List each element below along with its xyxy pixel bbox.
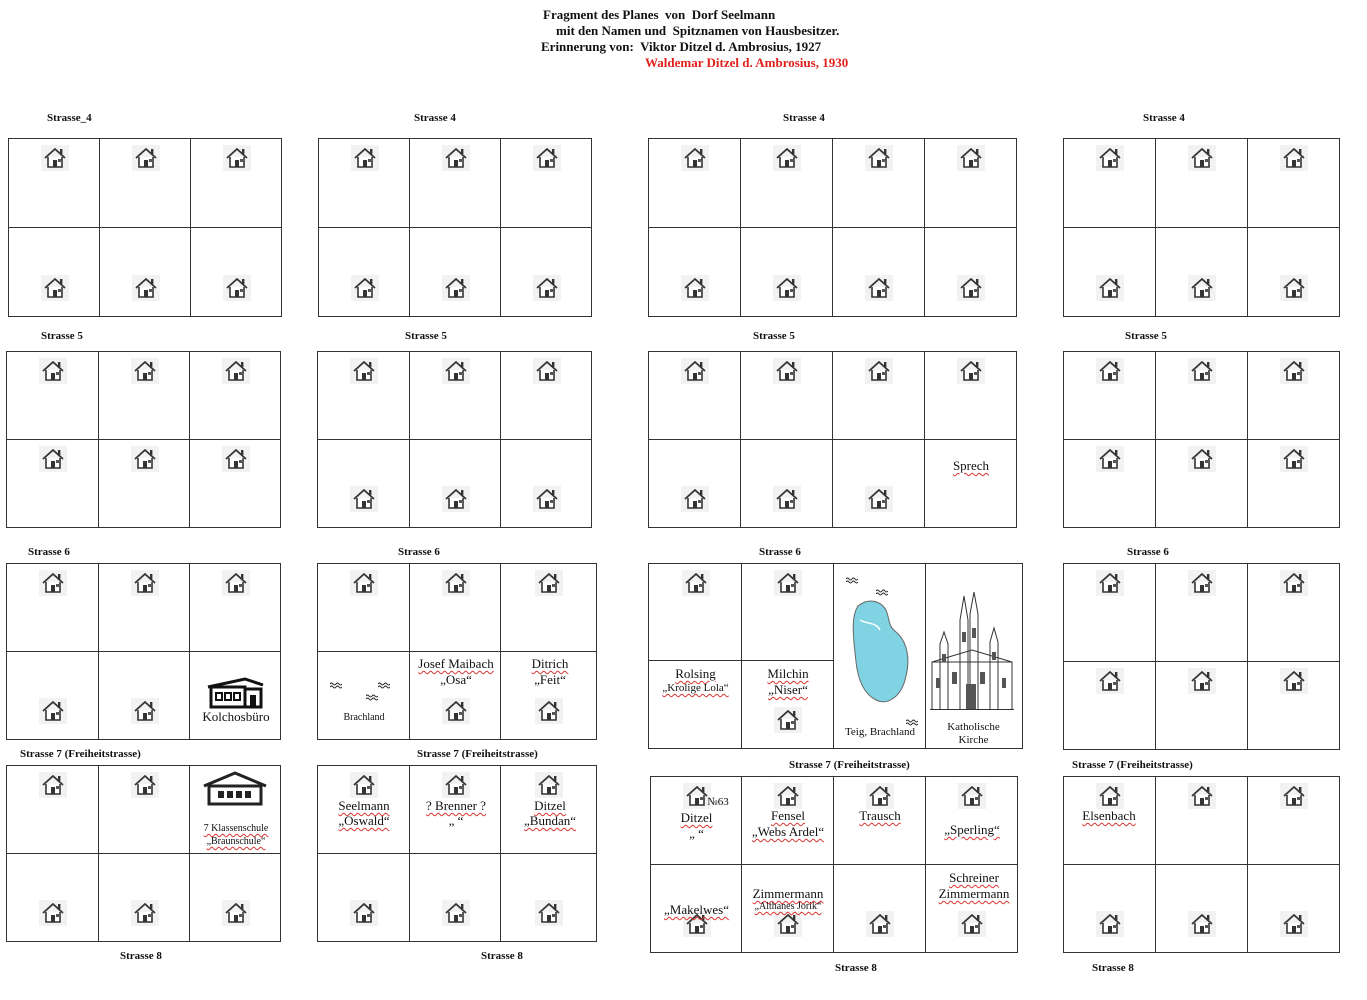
milchin-nickname: „Niser“ xyxy=(768,682,808,697)
house-lot xyxy=(409,853,501,942)
house-lot xyxy=(98,351,190,440)
house-lot xyxy=(318,227,410,317)
house-lot xyxy=(8,138,100,228)
house-icon xyxy=(681,145,709,171)
house-icon xyxy=(351,145,379,171)
wasteland-squiggle-icon xyxy=(876,583,888,590)
house-icon xyxy=(1280,358,1308,384)
house-icon xyxy=(865,486,893,512)
school-label-line-2: „Braunschule“ xyxy=(206,836,266,847)
house-lot xyxy=(924,351,1017,440)
house-icon xyxy=(131,698,159,724)
schreiner-line-1: Schreiner xyxy=(949,870,999,885)
house-icon xyxy=(1188,911,1216,937)
house-lot xyxy=(1155,563,1248,662)
house-icon xyxy=(442,772,470,798)
house-icon xyxy=(222,900,250,926)
church-icon xyxy=(930,592,1014,710)
house-icon xyxy=(681,275,709,301)
brenner-name: ? Brenner ? xyxy=(426,798,486,813)
map-title-line-1: Fragment des Planes von Dorf Seelmann xyxy=(543,7,776,22)
house-icon xyxy=(1188,358,1216,384)
ditrich-nickname: „Feit“ xyxy=(534,672,566,687)
house-icon xyxy=(442,275,470,301)
house-icon xyxy=(535,772,563,798)
house-lot xyxy=(317,853,410,942)
brachland-label: Brachland xyxy=(343,712,385,723)
sprech-label: Sprech xyxy=(952,458,990,473)
school-building-icon xyxy=(202,770,268,808)
street-label: Strasse 7 (Freiheitstrasse) xyxy=(417,748,538,760)
house-icon xyxy=(131,358,159,384)
house-icon xyxy=(773,358,801,384)
house-number-label: №63 xyxy=(707,796,729,808)
street-label: Strasse 4 xyxy=(783,112,825,124)
house-lot xyxy=(740,227,833,317)
house-icon xyxy=(681,486,709,512)
house-icon xyxy=(1096,668,1124,694)
house-icon xyxy=(223,145,251,171)
house-icon xyxy=(1280,783,1308,809)
house-icon xyxy=(41,275,69,301)
street-label: Strasse 8 xyxy=(1092,962,1134,974)
zimmermann-name: Zimmermann xyxy=(752,886,824,901)
street-label: Strasse 4 xyxy=(414,112,456,124)
house-lot xyxy=(648,138,741,228)
house-icon xyxy=(865,145,893,171)
house-lot xyxy=(409,138,501,228)
house-lot xyxy=(832,351,925,440)
wasteland-squiggle-icon xyxy=(846,571,858,578)
house-icon xyxy=(131,772,159,798)
house-icon xyxy=(1096,911,1124,937)
house-lot xyxy=(99,138,191,228)
street-label: Strasse 8 xyxy=(120,950,162,962)
house-icon xyxy=(350,486,378,512)
street-label: Strasse 7 (Freiheitstrasse) xyxy=(1072,759,1193,771)
house-lot xyxy=(741,563,834,661)
house-icon xyxy=(866,911,894,937)
house-lot xyxy=(500,563,597,652)
house-icon xyxy=(442,570,470,596)
street-label: Strasse 6 xyxy=(1127,546,1169,558)
street-label: Strasse 4 xyxy=(1143,112,1185,124)
house-icon xyxy=(131,446,159,472)
house-icon xyxy=(774,570,802,596)
house-icon xyxy=(350,570,378,596)
street-label: Strasse 6 xyxy=(28,546,70,558)
trausch-label: Trausch xyxy=(859,808,901,823)
house-icon xyxy=(865,275,893,301)
rolsing-name: Rolsing xyxy=(675,666,716,681)
house-lot xyxy=(317,439,410,528)
house-lot xyxy=(6,651,99,740)
house-icon xyxy=(41,145,69,171)
ditrich-name: Ditrich xyxy=(531,656,569,671)
house-lot xyxy=(500,439,592,528)
schreiner-line-2: Zimmermann xyxy=(938,886,1010,901)
house-lot xyxy=(98,439,190,528)
house-lot xyxy=(6,765,99,854)
church-label-line-2: Kirche xyxy=(958,734,989,746)
house-icon xyxy=(39,446,67,472)
house-lot xyxy=(1155,661,1248,750)
house-lot xyxy=(409,439,501,528)
house-lot xyxy=(925,776,1018,865)
house-lot xyxy=(740,439,833,528)
house-lot xyxy=(1063,661,1156,750)
house-icon xyxy=(1280,911,1308,937)
map-title-line-2: mit den Namen und Spitznamen von Hausbesitzer. xyxy=(556,23,840,38)
house-lot xyxy=(740,138,833,228)
brenner-nickname: „ “ xyxy=(448,813,464,828)
house-lot xyxy=(924,439,1017,528)
house-lot xyxy=(1155,864,1248,953)
house-icon xyxy=(865,358,893,384)
kolchos-label: Kolchosbüro xyxy=(202,709,270,724)
street-label: Strasse 6 xyxy=(398,546,440,558)
house-icon xyxy=(535,900,563,926)
house-lot xyxy=(1063,138,1156,228)
house-icon xyxy=(131,570,159,596)
ditzel-63-nickname: „ “ xyxy=(689,826,704,841)
house-icon xyxy=(442,698,470,724)
house-icon xyxy=(1188,570,1216,596)
house-icon xyxy=(350,900,378,926)
house-lot xyxy=(98,853,190,942)
house-icon xyxy=(1096,358,1124,384)
house-lot xyxy=(648,227,741,317)
house-lot xyxy=(1155,776,1248,865)
house-lot xyxy=(1247,439,1340,528)
house-lot xyxy=(189,853,281,942)
house-icon xyxy=(533,358,561,384)
house-lot xyxy=(500,227,592,317)
house-icon xyxy=(774,783,802,809)
house-icon xyxy=(774,911,802,937)
fensel-nickname: „Webs Ardel“ xyxy=(751,824,825,839)
house-icon xyxy=(222,446,250,472)
house-icon xyxy=(1188,783,1216,809)
street-label: Strasse 7 (Freiheitstrasse) xyxy=(789,759,910,771)
house-icon xyxy=(442,900,470,926)
street-label: Strasse 5 xyxy=(405,330,447,342)
house-icon xyxy=(132,145,160,171)
seelmann-name: Seelmann xyxy=(338,798,390,813)
wasteland-squiggle-icon xyxy=(366,688,378,695)
house-lot xyxy=(317,651,410,740)
house-lot xyxy=(409,227,501,317)
house-icon xyxy=(533,145,561,171)
house-icon xyxy=(866,783,894,809)
house-icon xyxy=(39,900,67,926)
house-icon xyxy=(681,358,709,384)
house-lot xyxy=(6,351,99,440)
house-icon xyxy=(223,275,251,301)
house-icon xyxy=(39,772,67,798)
house-lot xyxy=(1247,776,1340,865)
house-icon xyxy=(222,358,250,384)
house-icon xyxy=(533,486,561,512)
house-lot xyxy=(1247,138,1340,228)
ditzel-name: Ditzel xyxy=(534,798,566,813)
map-title-line-3: Erinnerung von: Viktor Ditzel d. Ambrosius, 1927 xyxy=(541,39,822,54)
seelmann-nickname: „Oswald“ xyxy=(338,813,390,828)
house-icon xyxy=(442,358,470,384)
ditzel-nickname: „Bundan“ xyxy=(524,813,576,828)
house-lot xyxy=(832,439,925,528)
house-lot xyxy=(409,351,501,440)
house-icon xyxy=(957,275,985,301)
house-icon xyxy=(39,570,67,596)
house-icon xyxy=(1096,783,1124,809)
ditzel-63-name: Ditzel xyxy=(680,810,713,825)
fensel-name: Fensel xyxy=(771,808,805,823)
house-lot xyxy=(740,351,833,440)
house-lot xyxy=(832,227,925,317)
house-icon xyxy=(1096,145,1124,171)
sperling-label: „Sperling“ xyxy=(944,822,1000,837)
house-lot xyxy=(317,563,410,652)
house-lot xyxy=(189,563,281,652)
house-lot xyxy=(98,765,190,854)
house-lot xyxy=(1247,227,1340,317)
milchin-name: Milchin xyxy=(767,666,809,681)
house-icon xyxy=(1096,275,1124,301)
house-icon xyxy=(1280,446,1308,472)
house-lot xyxy=(1155,439,1248,528)
house-icon xyxy=(350,358,378,384)
house-lot xyxy=(190,138,282,228)
house-lot xyxy=(832,138,925,228)
house-lot xyxy=(1063,227,1156,317)
house-lot xyxy=(409,563,501,652)
zimmermann-nickname: „Althanes Jorik“ xyxy=(754,901,822,912)
makelwes-label: „Makelwes“ xyxy=(664,902,729,917)
house-lot xyxy=(98,563,190,652)
house-icon xyxy=(1188,145,1216,171)
street-label: Strasse 5 xyxy=(753,330,795,342)
street-label: Strasse 8 xyxy=(481,950,523,962)
house-lot xyxy=(500,138,592,228)
house-icon xyxy=(1188,668,1216,694)
map-title-line-4: Waldemar Ditzel d. Ambrosius, 1930 xyxy=(645,55,849,70)
house-lot xyxy=(1155,138,1248,228)
house-lot xyxy=(8,227,100,317)
elsenbach-label: Elsenbach xyxy=(1082,808,1136,823)
house-icon xyxy=(958,783,986,809)
house-icon xyxy=(1096,446,1124,472)
street-label: Strasse 5 xyxy=(1125,330,1167,342)
house-lot xyxy=(189,351,281,440)
house-icon xyxy=(1280,145,1308,171)
house-icon xyxy=(774,707,802,733)
house-lot xyxy=(500,351,592,440)
house-icon xyxy=(442,145,470,171)
house-icon xyxy=(39,358,67,384)
street-label: Strasse_4 xyxy=(47,112,92,124)
house-lot xyxy=(318,138,410,228)
house-lot xyxy=(1063,563,1156,662)
house-icon xyxy=(222,570,250,596)
street-label: Strasse 6 xyxy=(759,546,801,558)
street-label: Strasse 5 xyxy=(41,330,83,342)
house-icon xyxy=(773,145,801,171)
house-lot xyxy=(1247,351,1340,440)
house-lot xyxy=(1247,864,1340,953)
house-icon xyxy=(957,145,985,171)
house-lot xyxy=(648,351,741,440)
house-lot xyxy=(648,439,741,528)
house-lot xyxy=(189,439,281,528)
house-icon xyxy=(1096,570,1124,596)
house-icon xyxy=(773,275,801,301)
house-lot xyxy=(1063,351,1156,440)
street-label: Strasse 7 (Freiheitstrasse) xyxy=(20,748,141,760)
house-icon xyxy=(1280,570,1308,596)
house-icon xyxy=(1188,275,1216,301)
house-lot xyxy=(1155,351,1248,440)
house-lot xyxy=(98,651,190,740)
house-lot xyxy=(1155,227,1248,317)
maibach-nickname: „Osa“ xyxy=(440,672,472,687)
house-lot xyxy=(6,853,99,942)
house-icon xyxy=(1280,668,1308,694)
house-lot xyxy=(6,563,99,652)
wasteland-squiggle-icon xyxy=(330,676,342,683)
house-lot xyxy=(1063,439,1156,528)
wasteland-squiggle-icon xyxy=(906,713,918,720)
house-icon xyxy=(957,358,985,384)
house-icon xyxy=(442,486,470,512)
lake-icon xyxy=(846,600,912,710)
house-icon xyxy=(1280,275,1308,301)
house-lot xyxy=(317,351,410,440)
house-lot xyxy=(648,563,742,661)
street-label: Strasse 8 xyxy=(835,962,877,974)
wasteland-squiggle-icon xyxy=(378,676,390,683)
maibach-name: Josef Maibach xyxy=(418,656,494,671)
house-lot xyxy=(1247,661,1340,750)
house-lot xyxy=(1063,864,1156,953)
house-lot xyxy=(500,853,597,942)
house-icon xyxy=(535,698,563,724)
kolchos-building-icon xyxy=(205,675,267,709)
church-label-line-1: Katholische xyxy=(947,721,1000,733)
house-icon xyxy=(350,772,378,798)
house-icon xyxy=(773,486,801,512)
house-icon xyxy=(1188,446,1216,472)
house-icon xyxy=(39,698,67,724)
house-icon xyxy=(533,275,561,301)
house-lot xyxy=(924,138,1017,228)
house-icon xyxy=(132,275,160,301)
house-icon xyxy=(131,900,159,926)
house-lot xyxy=(6,439,99,528)
house-lot xyxy=(190,227,282,317)
house-icon xyxy=(535,570,563,596)
house-lot xyxy=(924,227,1017,317)
house-lot xyxy=(99,227,191,317)
house-lot xyxy=(1247,563,1340,662)
rolsing-nickname: „Krolige Lola“ xyxy=(662,682,729,694)
house-icon xyxy=(682,570,710,596)
house-icon xyxy=(351,275,379,301)
house-lot xyxy=(833,864,926,953)
house-icon xyxy=(958,911,986,937)
school-label-line-1: 7 Klassenschule xyxy=(203,823,269,834)
teig-brachland-label: Teig, Brachland xyxy=(844,726,916,738)
